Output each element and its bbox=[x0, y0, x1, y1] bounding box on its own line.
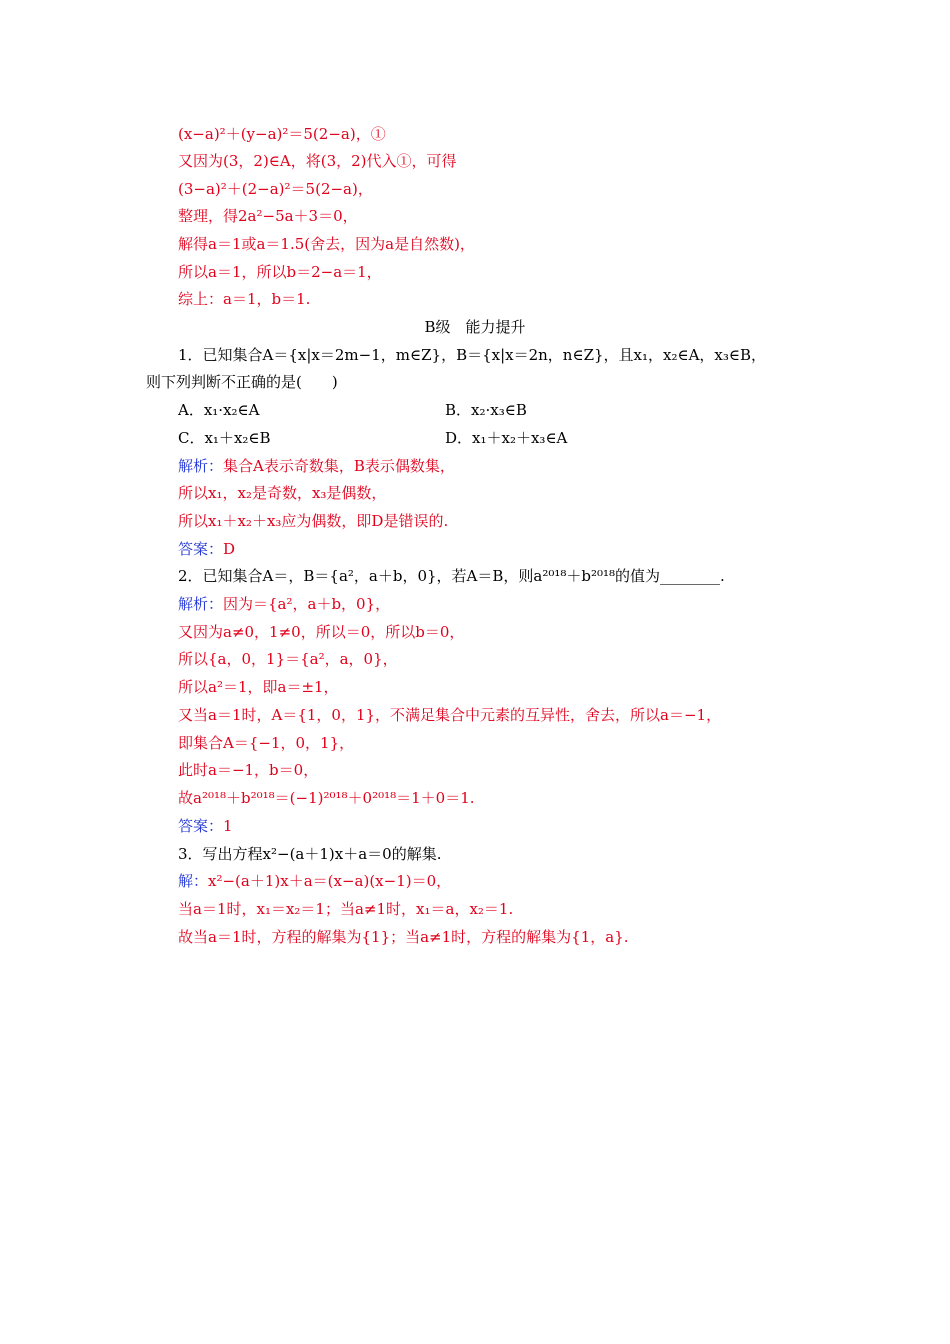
solution-line: 综上：a＝1，b＝1. bbox=[178, 290, 311, 308]
analysis-text: 集合A表示奇数集，B表示偶数集， bbox=[223, 457, 455, 475]
answer-line bbox=[178, 816, 233, 836]
solution-text: x²−(a＋1)x＋a＝(x−a)(x−1)＝0， bbox=[208, 872, 452, 890]
analysis-line: 所以a²＝1，即a＝±1， bbox=[178, 678, 339, 696]
section-title: B级 能力提升 bbox=[424, 318, 526, 336]
solution-line: 当a＝1时，x₁＝x₂＝1；当a≠1时，x₁＝a，x₂＝1. bbox=[178, 900, 514, 918]
analysis-line: 此时a＝−1，b＝0， bbox=[178, 761, 319, 779]
analysis-line: 所以{a，0，1}＝{a²，a，0}， bbox=[178, 650, 398, 668]
question-3-stem: 3．写出方程x²−(a＋1)x＋a＝0的解集. bbox=[178, 845, 442, 863]
analysis-line bbox=[178, 456, 455, 476]
answer-value: D bbox=[223, 540, 236, 558]
answer-value: 1 bbox=[223, 817, 233, 835]
option-c: C．x₁＋x₂∈B bbox=[178, 429, 271, 447]
answer-label: 答案： bbox=[178, 817, 224, 835]
option-b: B．x₂·x₃∈B bbox=[445, 401, 527, 419]
analysis-line: 故a²⁰¹⁸＋b²⁰¹⁸＝(−1)²⁰¹⁸＋0²⁰¹⁸＝1＋0＝1. bbox=[178, 789, 475, 807]
analysis-line: 所以x₁，x₂是奇数，x₃是偶数， bbox=[178, 484, 387, 502]
analysis-line: 即集合A＝{−1，0，1}， bbox=[178, 734, 355, 752]
solution-line: 故当a＝1时，方程的解集为{1}；当a≠1时，方程的解集为{1，a}. bbox=[178, 928, 629, 946]
option-d: D．x₁＋x₂＋x₃∈A bbox=[445, 429, 568, 447]
analysis-label: 解析： bbox=[178, 595, 224, 613]
question-1-stem: 1．已知集合A＝{x|x＝2m−1，m∈Z}，B＝{x|x＝2n，n∈Z}，且x₁，x₂∈A，x₃∈B， bbox=[178, 346, 767, 364]
solution-line bbox=[178, 871, 451, 891]
option-a: A．x₁·x₂∈A bbox=[178, 401, 260, 419]
analysis-line bbox=[178, 594, 390, 614]
solution-line: 解得a＝1或a＝1.5(舍去，因为a是自然数)， bbox=[178, 235, 475, 253]
analysis-line: 又当a＝1时，A＝{1，0，1}，不满足集合中元素的互异性，舍去，所以a＝−1， bbox=[178, 706, 722, 724]
analysis-line: 所以x₁＋x₂＋x₃应为偶数，即D是错误的. bbox=[178, 512, 449, 530]
analysis-line: 又因为a≠0，1≠0，所以＝0，所以b＝0， bbox=[178, 623, 465, 641]
question-1-stem-cont: 则下列判断不正确的是( ) bbox=[146, 373, 338, 391]
answer-label: 答案： bbox=[178, 540, 224, 558]
question-2-stem: 2．已知集合A＝，B＝{a²，a＋b，0}，若A＝B，则a²⁰¹⁸＋b²⁰¹⁸的值为________. bbox=[178, 567, 725, 585]
solution-line: (3−a)²＋(2−a)²＝5(2−a)， bbox=[178, 180, 373, 198]
solution-line: (x−a)²＋(y−a)²＝5(2−a)，① bbox=[178, 125, 386, 143]
solution-line: 又因为(3，2)∈A，将(3，2)代入①，可得 bbox=[178, 152, 457, 170]
solution-line: 所以a＝1，所以b＝2−a＝1， bbox=[178, 263, 382, 281]
solution-label: 解： bbox=[178, 872, 209, 890]
analysis-label: 解析： bbox=[178, 457, 224, 475]
answer-line bbox=[178, 539, 235, 559]
solution-line: 整理，得2a²−5a＋3＝0， bbox=[178, 207, 358, 225]
analysis-text: 因为＝{a²，a＋b，0}， bbox=[223, 595, 391, 613]
